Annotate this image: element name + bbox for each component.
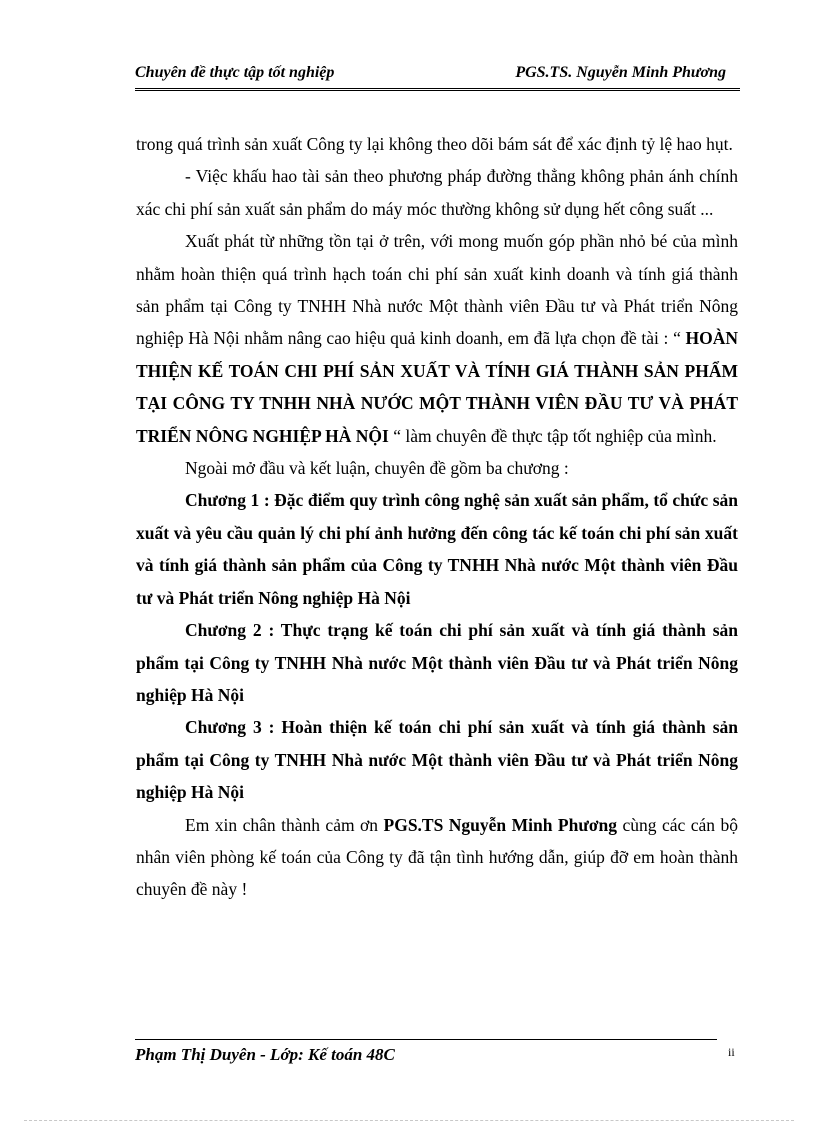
chapter-2: Chương 2 : Thực trạng kế toán chi phí sản xuất và tính giá thành sản phẩm tại Công ty TNHH Nhà nước Một thành viên Đầu tư và Phát triển Nông nghiệp Hà Nội bbox=[136, 620, 738, 705]
acknowledgement-start: Em xin chân thành cảm ơn bbox=[185, 814, 384, 835]
chapter-1: Chương 1 : Đặc điểm quy trình công nghệ sản xuất sản phẩm, tổ chức sản xuất và yêu cầu quản lý chi phí ảnh hưởng đến công tác kế toán chi phí sản xuất và tính giá thành sản phẩm của Công ty TNHH Nhà nước Một thành viên Đầu tư và Phát triển Nông nghiệp Hà Nội bbox=[136, 490, 738, 608]
footer-divider bbox=[135, 1039, 717, 1040]
page-bottom-edge bbox=[24, 1120, 794, 1121]
paragraph-3-end: “ làm chuyên đề thực tập tốt nghiệp của mình. bbox=[388, 425, 717, 446]
thesis-title: HOÀN THIỆN KẾ TOÁN CHI PHÍ SẢN XUẤT VÀ TÍNH GIÁ THÀNH SẢN PHẨM TẠI CÔNG TY TNHH NHÀ NƯỚC MỘT THÀNH VIÊN ĐẦU TƯ VÀ PHÁT TRIỂN NÔNG NGHIỆP HÀ NỘI bbox=[136, 328, 738, 446]
chapter-3: Chương 3 : Hoàn thiện kế toán chi phí sản xuất và tính giá thành sản phẩm tại Công ty TNHH Nhà nước Một thành viên Đầu tư và Phát triển Nông nghiệp Hà Nội bbox=[136, 717, 738, 803]
acknowledgement-name: PGS.TS Nguyễn Minh Phương bbox=[383, 814, 618, 835]
header-supervisor: PGS.TS. Nguyễn Minh Phương bbox=[515, 64, 726, 81]
paragraph-1: trong quá trình sản xuất Công ty lại không theo dõi bám sát để xác định tỷ lệ hao hụt. bbox=[136, 134, 733, 154]
footer-author: Phạm Thị Duyên - Lớp: Kế toán 48C bbox=[135, 1045, 395, 1064]
acknowledgement bbox=[136, 809, 738, 906]
acknowledgement-end: cùng các cán bộ nhân viên phòng kế toán của Công ty đã tận tình hướng dẫn, giúp đỡ em hoàn thành chuyên đề này ! bbox=[136, 814, 738, 900]
page-header bbox=[135, 62, 740, 91]
paragraph-3-intro: Xuất phát từ những tồn tại ở trên, với mong muốn góp phần nhỏ bé của mình nhằm hoàn thiện quá trình hạch toán chi phí sản xuất kinh doanh và tính giá thành sản phẩm tại Công ty TNHH Nhà nước Một thành viên Đầu tư và Phát triển Nông nghiệp Hà Nội nhằm nâng cao hiệu quả kinh doanh, em đã lựa chọn đề tài : “ bbox=[136, 231, 738, 349]
paragraph-2: - Việc khấu hao tài sản theo phương pháp đường thẳng không phản ánh chính xác chi phí sản xuất sản phẩm do máy móc thường không sử dụng hết công suất ... bbox=[136, 166, 738, 219]
header-report-title: Chuyên đề thực tập tốt nghiệp bbox=[135, 64, 335, 81]
page-number: ii bbox=[728, 1045, 735, 1059]
paragraph-4: Ngoài mở đầu và kết luận, chuyên đề gồm ba chương : bbox=[185, 458, 569, 479]
document-body bbox=[136, 128, 738, 906]
paragraph-3 bbox=[136, 225, 738, 452]
